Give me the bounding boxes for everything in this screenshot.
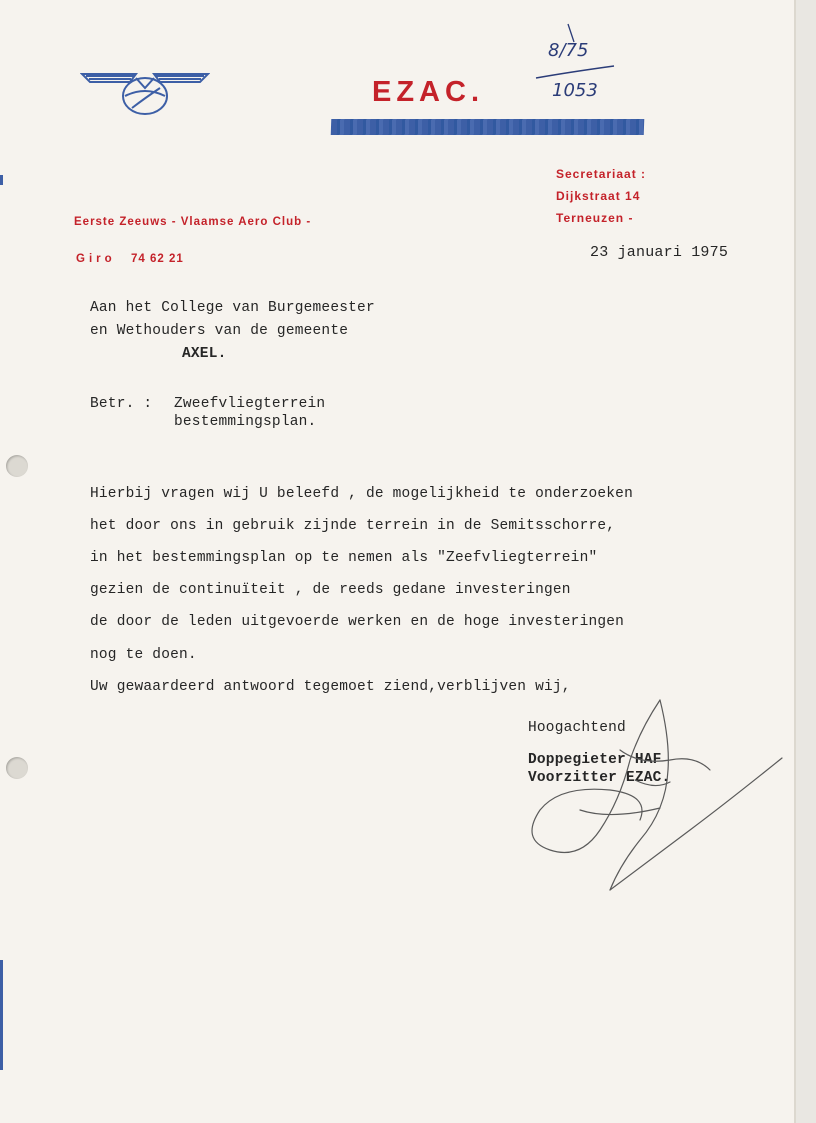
signatory-title: Voorzitter EZAC. [528,770,671,786]
club-full-name: Eerste Zeeuws - Vlaamse Aero Club - [74,216,312,228]
subject-line: Zweefvliegterrein [174,396,326,412]
secretariat-city: Terneuzen - [556,211,634,225]
letterhead-blue-bar [331,119,645,135]
letter-date: 23 januari 1975 [590,244,729,261]
closing-greeting: Hoogachtend [528,720,626,736]
secretariat-label: Secretariaat : [556,167,647,181]
giro-number: 74 62 21 [131,253,184,265]
handwritten-ref-bottom: 1053 [552,80,598,101]
signatory-name: Doppegieter HAF [528,752,662,768]
giro-label: Giro [76,253,116,265]
ezac-bird-logo [80,68,210,120]
body-line: de door de leden uitgevoerde werken en de hoge investeringen [90,614,625,630]
body-line: Hierbij vragen wij U beleefd , de mogelijkheid te onderzoeken [90,486,633,502]
club-logo-text: EZAC. [372,76,484,108]
body-line: gezien de continuïteit , de reeds gedane investeringen [90,582,571,598]
handwritten-ref-top: 8/75 [548,40,589,61]
body-line: in het bestemmingsplan op te nemen als "Zeefvliegterrein" [90,550,598,566]
body-line: Uw gewaardeerd antwoord tegemoet ziend,verblijven wij, [90,679,571,695]
addressee-line: AXEL. [182,346,227,362]
punch-hole [6,455,28,477]
addressee-line: Aan het College van Burgemeester [90,300,375,316]
handwritten-signature [520,690,790,900]
punch-hole [6,757,28,779]
body-line: nog te doen. [90,647,197,663]
secretariat-block [556,163,646,229]
edge-mark [0,960,3,1070]
addressee-line: en Wethouders van de gemeente [90,323,349,339]
body-line: het door ons in gebruik zijnde terrein in de Semitsschorre, [90,518,616,534]
secretariat-street: Dijkstraat 14 [556,189,641,203]
edge-mark [0,175,3,185]
subject-label: Betr. : [90,396,153,412]
subject-line: bestemmingsplan. [174,414,317,430]
